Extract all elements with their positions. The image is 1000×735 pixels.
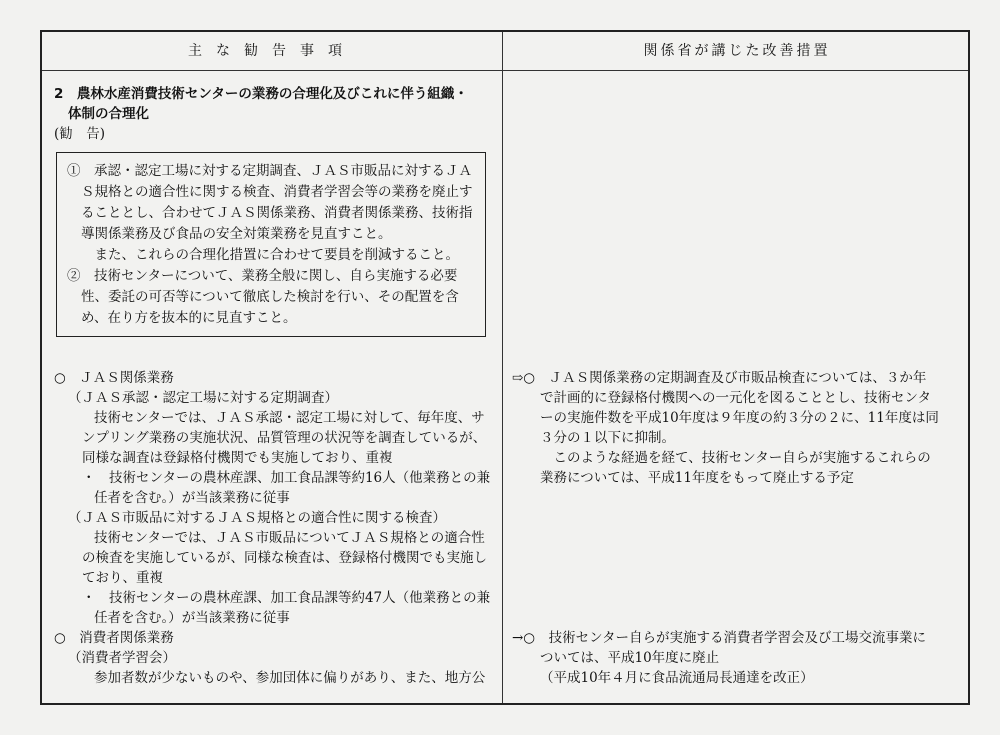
box-line: ① 承認・認定工場に対する定期調査、ＪＡＳ市販品に対するＪＡ xyxy=(67,163,472,179)
bullet-line: ・ 技術センターの農林産課、加工食品課等約47人（他業務との兼 xyxy=(82,590,491,606)
box-line: 導関係業務及び食品の安全対策業務を見直すこと。 xyxy=(81,226,392,242)
jas-heading: ○ ＪＡＳ関係業務 xyxy=(54,370,174,386)
column-divider xyxy=(502,32,503,703)
header-right: 関係省が講じた改善措置 xyxy=(643,43,831,59)
section-title-2: 体制の合理化 xyxy=(68,106,149,122)
box-line: ることとし、合わせてＪＡＳ関係業務、消費者関係業務、技術指 xyxy=(81,205,473,221)
jas-subheading-1: （ＪＡＳ承認・認定工場に対する定期調査） xyxy=(68,390,338,406)
left-column xyxy=(54,84,494,144)
document-table xyxy=(40,30,970,705)
box-line: また、これらの合理化措置に合わせて要員を削減すること。 xyxy=(81,247,459,263)
body-line: ており、重複 xyxy=(82,570,163,586)
left-body xyxy=(54,368,494,688)
consumer-heading: ○ 消費者関係業務 xyxy=(54,630,174,646)
body-line: 技術センターでは、ＪＡＳ承認・認定工場に対して、毎年度、サ xyxy=(94,410,485,426)
header-left: 主な勧告事項 xyxy=(188,43,356,59)
measure-line: ⇨○ ＪＡＳ関係業務の定期調査及び市販品検査については、３か年 xyxy=(512,370,927,386)
body-line: 参加者数が少ないものや、参加団体に偏りがあり、また、地方公 xyxy=(94,670,486,686)
measure-line: ーの実施件数を平成10年度は９年度の約３分の２に、11年度は同 xyxy=(540,410,939,426)
measure-line: ついては、平成10年度に廃止 xyxy=(540,650,720,666)
recommendation-box xyxy=(56,152,486,337)
body-line: ンプリング業務の実施状況、品質管理の状況等を調査しているが、 xyxy=(82,430,487,446)
bullet-line: 任者を含む。）が当該業務に従事 xyxy=(94,490,290,506)
measure-line: ３分の１以下に抑制。 xyxy=(540,430,675,446)
section-title-1: 2 農林水産消費技術センターの業務の合理化及びこれに伴う組織・ xyxy=(54,86,468,102)
header-divider xyxy=(42,70,968,71)
body-line: 技術センターでは、ＪＡＳ市販品についてＪＡＳ規格との適合性 xyxy=(94,530,485,546)
box-line: ② 技術センターについて、業務全般に関し、自ら実施する必要 xyxy=(67,268,458,284)
body-line: の検査を実施しているが、同様な検査は、登録格付機関でも実施し xyxy=(82,550,487,566)
consumer-subheading: （消費者学習会） xyxy=(68,650,176,666)
jas-subheading-2: （ＪＡＳ市販品に対するＪＡＳ規格との適合性に関する検査） xyxy=(68,510,446,526)
box-line: め、在り方を抜本的に見直すこと。 xyxy=(81,310,297,326)
measure-line: （平成10年４月に食品流通局長通達を改正） xyxy=(540,670,814,686)
box-line: 性、委託の可否等について徹底した検討を行い、その配置を含 xyxy=(81,289,459,305)
measure-line: 業務については、平成11年度をもって廃止する予定 xyxy=(540,470,854,486)
measure-line: →○ 技術センター自らが実施する消費者学習会及び工場交流事業に xyxy=(512,630,927,646)
right-block-1 xyxy=(512,368,967,488)
right-block-2 xyxy=(512,628,967,688)
body-line: 同様な調査は登録格付機関でも実施しており、重複 xyxy=(82,450,393,466)
bullet-line: ・ 技術センターの農林産課、加工食品課等約16人（他業務との兼 xyxy=(82,470,491,486)
measure-line: このような経過を経て、技術センター自らが実施するこれらの xyxy=(540,450,931,466)
section-label: (勧 告) xyxy=(54,126,106,142)
measure-line: で計画的に登録格付機関への一元化を図ることとし、技術センタ xyxy=(540,390,931,406)
box-line: Ｓ規格との適合性に関する検査、消費者学習会等の業務を廃止す xyxy=(81,184,473,200)
bullet-line: 任者を含む。）が当該業務に従事 xyxy=(94,610,290,626)
